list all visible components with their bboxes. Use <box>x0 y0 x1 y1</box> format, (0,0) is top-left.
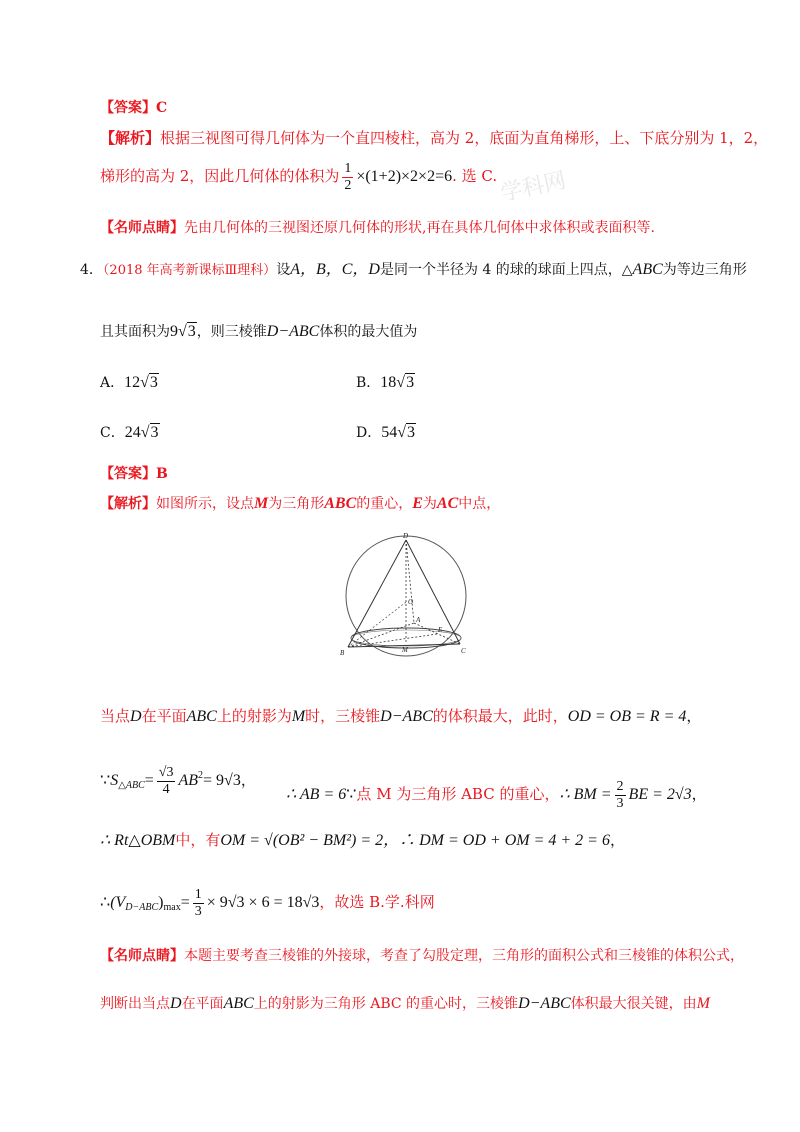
solution-line1 <box>100 706 701 727</box>
q4-tip-line2 <box>100 994 710 1014</box>
punctuation: ， <box>686 707 702 725</box>
fraction-numerator: 1 <box>194 886 202 902</box>
pyramid-name: D−ABC <box>266 323 320 340</box>
q4-analysis <box>100 494 500 514</box>
label-c: C <box>461 647 466 655</box>
because-symbol: ∵ <box>100 772 111 789</box>
fraction-numerator: 2 <box>616 778 624 794</box>
area-symbol: S <box>110 772 119 789</box>
punctuation: ， <box>691 785 707 803</box>
solution-text: 在平面 <box>141 707 187 725</box>
tip-tag: 【名师点睛】 <box>100 948 184 964</box>
equation: × 9√3 × 6 = 18√3 <box>206 894 320 911</box>
label-b: B <box>340 649 345 657</box>
stem-text: 是同一个半径为 4 的球的球面上四点，△ <box>379 262 633 278</box>
punctuation: ， <box>609 831 625 849</box>
option-d[interactable]: D．54√3 <box>356 424 416 441</box>
solution-text: 中，有 <box>175 831 221 849</box>
formula: ×(1+2)×2×2=6 <box>356 168 453 185</box>
punctuation: ， <box>240 771 256 789</box>
label-d: D <box>403 532 409 540</box>
fraction-numerator: √3 <box>158 764 174 780</box>
exponent: 2 <box>198 770 204 781</box>
point-d: D <box>130 708 142 725</box>
equation: ，∴ DM = OD + OM = 4 + 2 = 6 <box>383 832 610 849</box>
analysis-text: 中点， <box>458 496 501 512</box>
equals: = <box>144 772 154 789</box>
triangle-obm: ∴ Rt△OBM <box>100 832 176 849</box>
fraction <box>157 765 176 798</box>
option-value: 54 <box>381 424 398 441</box>
pyramid-name: D−ABC <box>380 708 433 725</box>
point-d: D <box>170 995 182 1012</box>
analysis-text: . 选 C. <box>452 167 498 185</box>
solution-text: 时，三棱锥 <box>305 707 381 725</box>
analysis-text: 根据三视图可得几何体为一个直四棱柱，高为 2，底面为直角梯形，上、下底分别为 1，2， <box>160 129 769 147</box>
label-o: O <box>408 598 414 606</box>
q3-analysis-line2 <box>100 158 497 195</box>
option-label: B． <box>356 375 381 391</box>
area-subscript: △ABC <box>118 780 145 791</box>
option-value: 12 <box>124 374 141 391</box>
tip-text: 在平面 <box>181 996 224 1012</box>
analysis-text: 为 <box>422 496 437 512</box>
point-m: M <box>291 708 306 725</box>
q3-analysis-line1 <box>100 128 768 148</box>
stem-text: 为等边三角形 <box>662 262 747 278</box>
q4-stem-line1 <box>80 260 747 281</box>
stem-triangle: ABC <box>632 261 663 278</box>
because-symbol: ∵ <box>346 786 357 803</box>
sqrt-arg: 3 <box>406 374 415 391</box>
therefore-symbol: ∴ <box>100 894 111 911</box>
label-a: A <box>416 616 421 624</box>
solution-line2b <box>286 776 707 813</box>
option-label: A． <box>100 375 125 391</box>
point-m: M <box>254 495 269 512</box>
fraction-numerator: 1 <box>344 160 352 176</box>
stem-text: 且其面积为 <box>100 324 170 340</box>
pyramid-name: D−ABC <box>518 995 571 1012</box>
point-m: M <box>696 995 710 1012</box>
q3-answer <box>100 98 167 118</box>
question-number: 4． <box>80 262 103 278</box>
area-coef: 9 <box>170 323 178 340</box>
stem-points: A，B，C，D <box>290 261 380 278</box>
watermark: 学科网 <box>498 168 569 207</box>
option-label: D． <box>356 425 382 441</box>
sqrt-arg: 3 <box>150 424 159 441</box>
sphere-pyramid-figure <box>340 530 470 660</box>
fraction-denominator: 3 <box>194 903 202 919</box>
analysis-text: 为三角形 <box>268 496 325 512</box>
equation: ∴ BM = <box>559 786 612 803</box>
plane-abc: ABC <box>186 708 217 725</box>
label-e: E <box>438 626 443 634</box>
answer-value: C <box>156 100 168 116</box>
segment-ob <box>348 602 406 647</box>
stem-text: ，则三棱锥 <box>196 324 267 340</box>
option-b[interactable]: B．18√3 <box>356 374 415 391</box>
answer-tag: 【答案】 <box>100 466 156 482</box>
solution-line3 <box>100 830 625 851</box>
sqrt-arg: 3 <box>407 424 416 441</box>
question-source: （2018 年高考新课标Ⅲ理科） <box>102 263 277 278</box>
tip-text: 本题主要考查三棱锥的外接球，考查了勾股定理，三角形的面积公式和三棱锥的体积公式， <box>184 948 744 964</box>
equation: = 9√3 <box>203 772 241 789</box>
solution-text: 当点 <box>100 707 131 725</box>
point-e: E <box>412 495 423 512</box>
fraction <box>342 161 353 194</box>
answer-tag: 【答案】 <box>100 100 156 116</box>
solution-line2 <box>100 758 256 804</box>
sqrt-arg: 3 <box>187 323 196 340</box>
solution-text: 上的射影为 <box>216 707 292 725</box>
analysis-tag: 【解析】 <box>100 129 161 147</box>
equation: OM = √(OB² − BM²) = 2 <box>220 832 384 849</box>
tip-text: 判断出当点 <box>100 996 170 1012</box>
solution-line4 <box>100 884 435 926</box>
fraction-denominator: 4 <box>162 781 170 797</box>
paren: ) <box>158 894 164 911</box>
tip-text: 先由几何体的三视图还原几何体的形状,再在具体几何体中求体积或表面积等. <box>184 220 655 236</box>
solution-text: 点 M 为三角形 ABC 的重心， <box>356 785 560 803</box>
analysis-text: 梯形的高为 2，因此几何体的体积为 <box>100 167 340 185</box>
q3-tip <box>100 218 655 238</box>
volume-symbol: (V <box>110 894 126 911</box>
q4-answer <box>100 464 168 484</box>
fraction-denominator: 3 <box>616 795 624 811</box>
label-m: M <box>402 646 408 654</box>
segment-ac: AC <box>436 495 459 512</box>
tip-tag: 【名师点睛】 <box>100 220 184 236</box>
equation: ∴ AB = 6 <box>286 786 347 803</box>
analysis-tag: 【解析】 <box>100 496 156 512</box>
option-value: 24 <box>124 424 141 441</box>
triangle-abc: ABC <box>324 495 357 512</box>
tip-text: 体积最大很关键，由 <box>570 996 697 1012</box>
option-a[interactable]: A．12√3 <box>100 374 158 391</box>
option-label: C． <box>100 425 125 441</box>
q4-stem-line2: 且其面积为9√3，则三棱锥D−ABC体积的最大值为 <box>100 323 418 340</box>
answer-value: B <box>156 466 168 482</box>
max-subscript: max <box>163 902 181 913</box>
solution-text: 的体积最大，此时， <box>432 707 568 725</box>
option-value: 18 <box>380 374 397 391</box>
volume-subscript: D−ABC <box>125 902 159 913</box>
segment-ab: AB <box>178 772 199 789</box>
fraction-denominator: 2 <box>344 177 352 193</box>
tip-text: 上的射影为三角形 ABC 的重心时，三棱锥 <box>253 996 519 1012</box>
q4-tip-line1 <box>100 946 744 966</box>
fraction <box>193 887 204 920</box>
equation: OD = OB = R = 4 <box>567 708 687 725</box>
solution-text: ，故选 B.学.科网 <box>319 893 435 911</box>
stem-text: 体积的最大值为 <box>319 324 418 340</box>
sqrt-arg: 3 <box>149 374 158 391</box>
plane-abc: ABC <box>223 995 254 1012</box>
option-c[interactable]: C．24√3 <box>100 424 159 441</box>
stem-text: 设 <box>276 262 291 278</box>
equals: = <box>180 894 190 911</box>
equation: BE = 2√3 <box>628 786 692 803</box>
fraction <box>615 779 626 812</box>
analysis-text: 如图所示，设点 <box>156 496 254 512</box>
analysis-text: 的重心， <box>356 496 413 512</box>
